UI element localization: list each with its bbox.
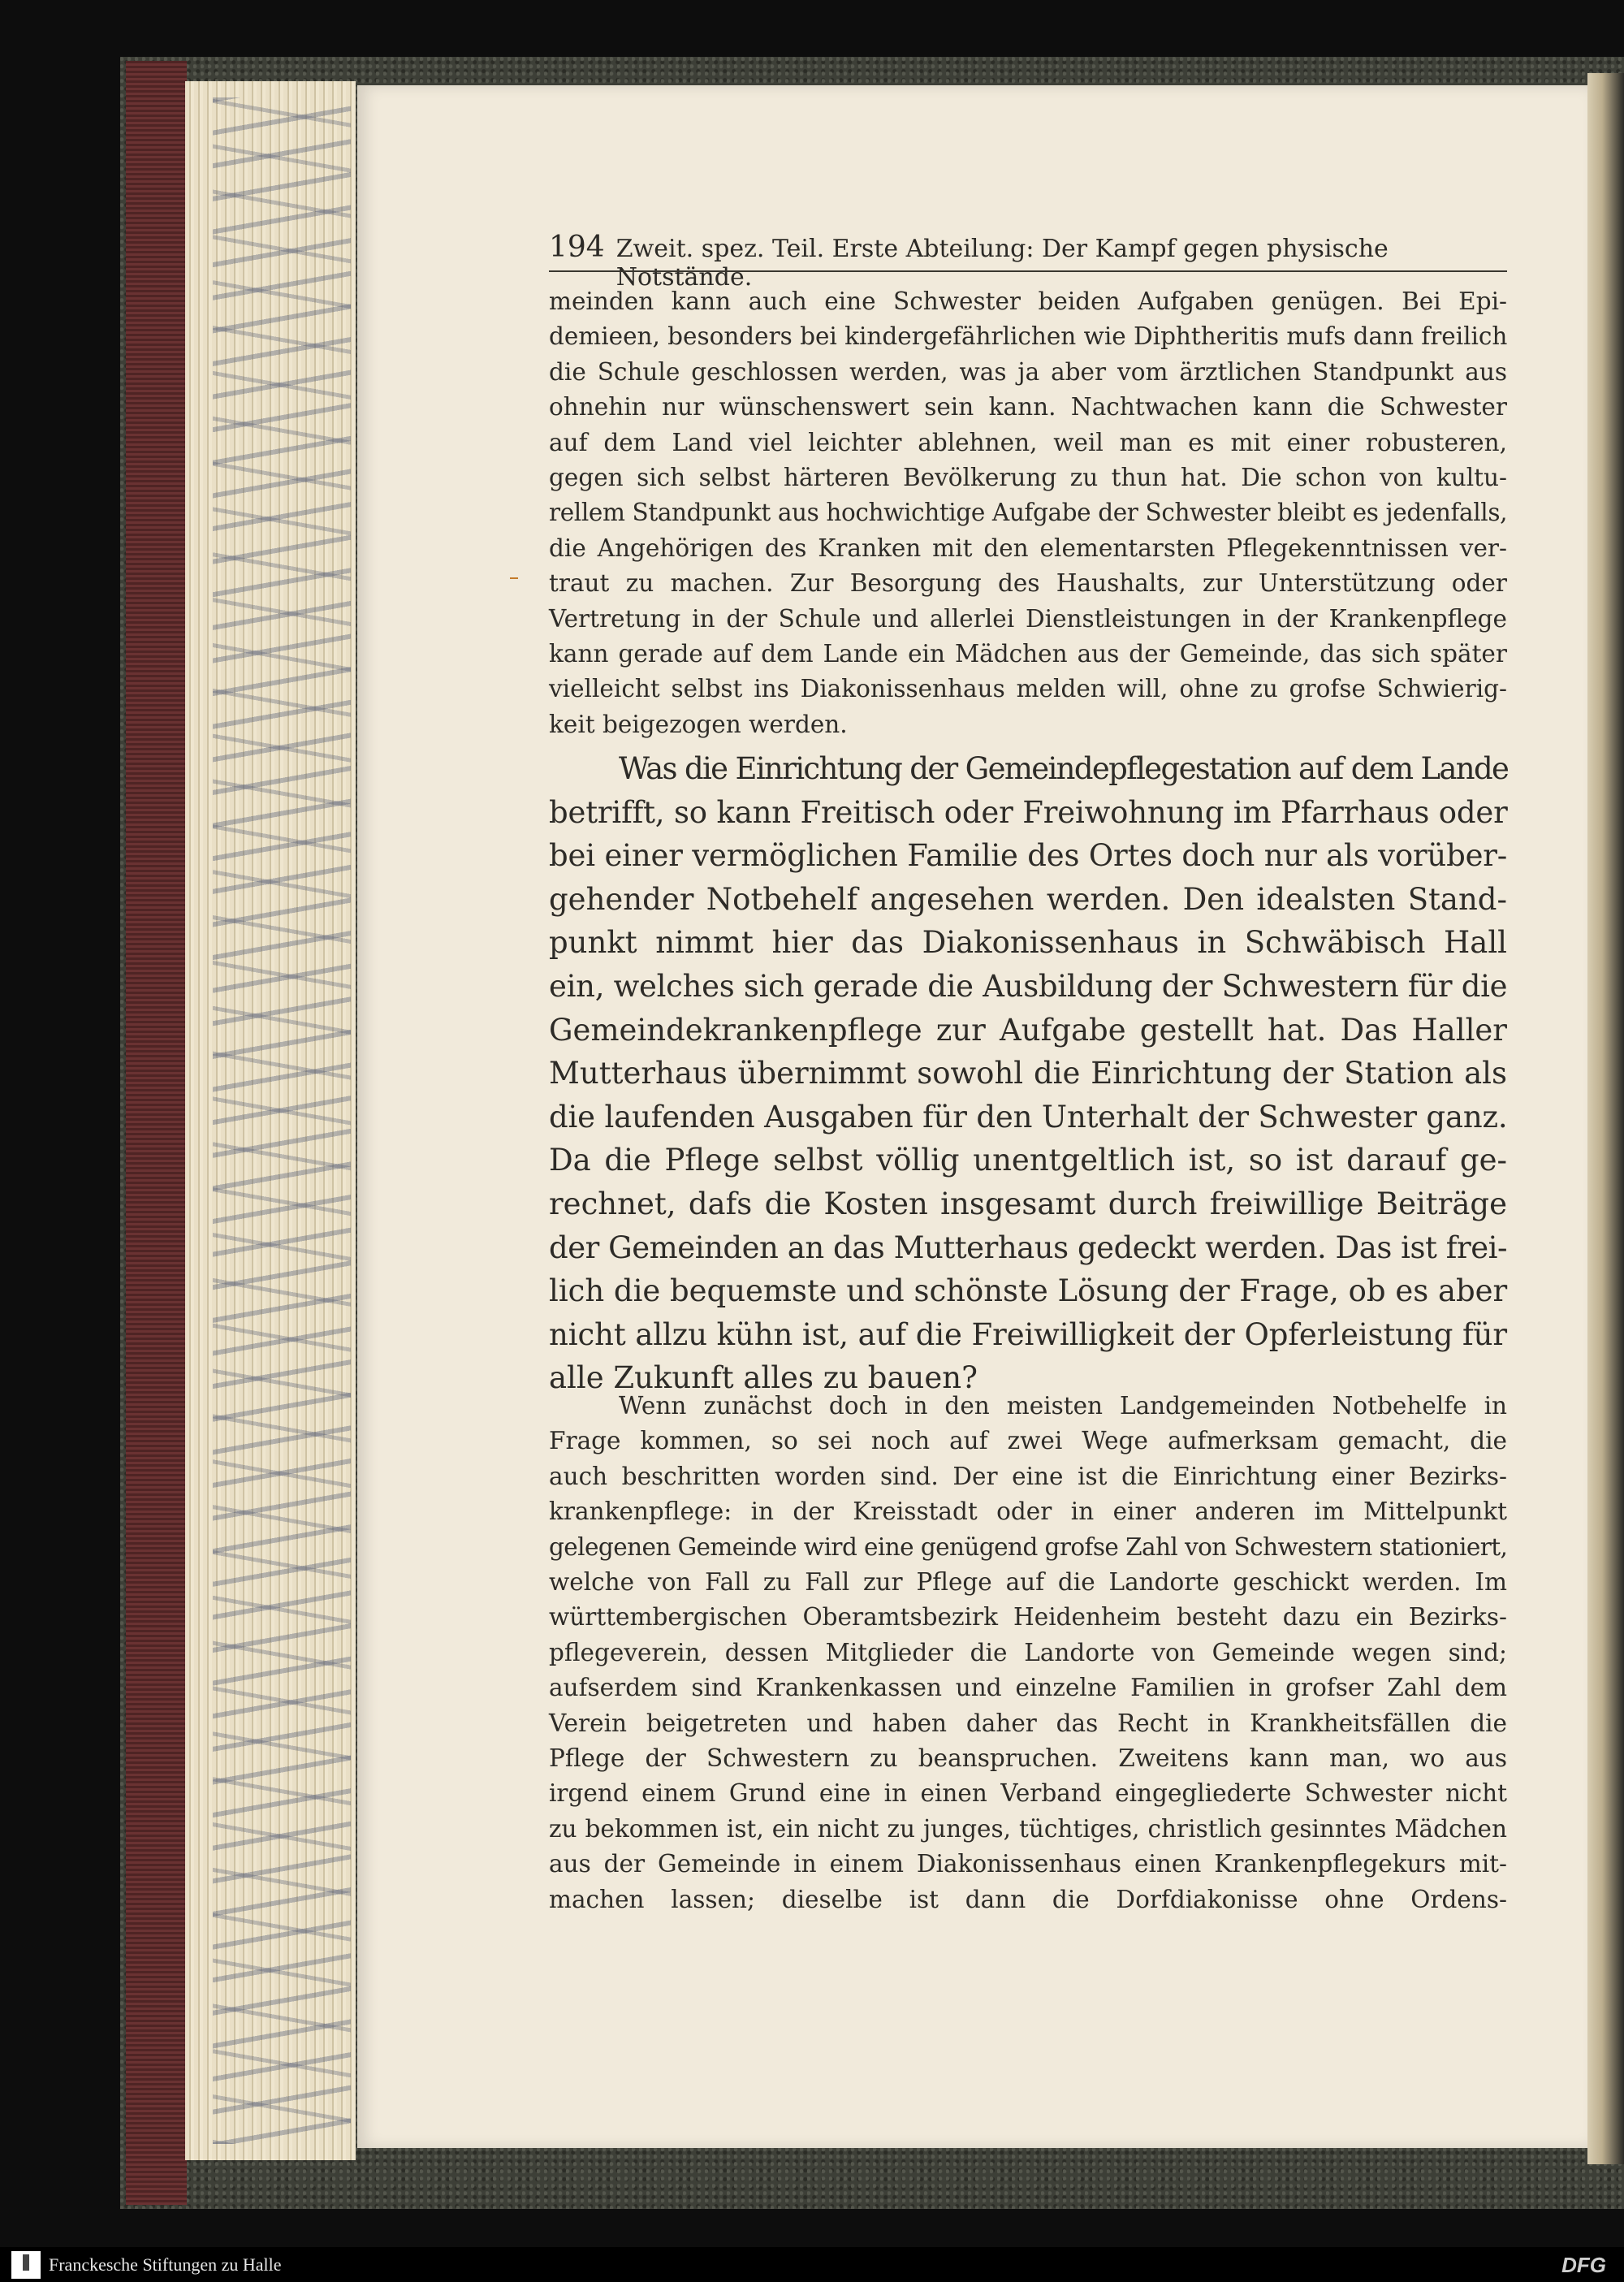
text-line: Vertretung in der Schule und allerlei Dienstleistungen in der Krankenpflege (549, 604, 1507, 633)
page-edge-marbling (213, 97, 351, 2144)
text-line: bei einer vermöglichen Familie des Ortes doch nur als vorüber- (549, 838, 1508, 874)
text-line: krankenpflege: in der Kreisstadt oder in einer anderen im Mittelpunkt (549, 1498, 1507, 1526)
text-line: machen lassen; dieselbe ist dann die Dorfdiakonisse ohne Ordens- (549, 1885, 1507, 1913)
running-title: Zweit. spez. Teil. Erste Abteilung: Der Kampf gegen physische Notstände. (615, 235, 1389, 292)
text-line: gelegenen Gemeinde wird eine genügend grofse Zahl von Schwestern stationiert, (549, 1532, 1508, 1561)
dfg-logo: DFG (1561, 2253, 1606, 2277)
text-line: ein, welches sich gerade die Ausbildung der Schwestern für die (549, 968, 1508, 1004)
text-line: betrifft, so kann Freitisch oder Freiwohnung im Pfarrhaus oder (549, 794, 1508, 830)
text-line: meinden kann auch eine Schwester beiden Aufgaben genügen. Bei Epi- (549, 287, 1507, 315)
text-line: zu bekommen ist, ein nicht zu junges, tüchtiges, christlich gesinntes Mädchen (549, 1814, 1507, 1843)
text-line: traut zu machen. Zur Besorgung des Haushalts, zur Unterstützung oder (549, 569, 1507, 598)
text-line: keit beigezogen werden. (549, 710, 848, 738)
text-line: irgend einem Grund eine in einen Verband eingegliederte Schwester nicht (549, 1779, 1507, 1808)
text-line: welche von Fall zu Fall zur Pflege auf die Landorte geschickt werden. Im (549, 1568, 1507, 1597)
text-line: gehender Notbehelf angesehen werden. Den idealsten Stand- (549, 881, 1507, 917)
institution-logo-icon[interactable] (11, 2251, 41, 2279)
text-line: Gemeindekrankenpflege zur Aufgabe gestellt hat. Das Haller (549, 1012, 1507, 1048)
paragraph-2 (549, 747, 1507, 1400)
text-line: Verein beigetreten und haben daher das Recht in Krankheitsfällen die (549, 1709, 1507, 1737)
text-line: württembergischen Oberamtsbezirk Heidenheim besteht dazu ein Bezirks- (549, 1603, 1507, 1632)
text-line: auf dem Land viel leichter ablehnen, weil man es mit einer robusteren, (549, 428, 1507, 456)
text-line: aufserdem sind Krankenkassen und einzelne Familien in grofser Zahl dem (549, 1674, 1507, 1702)
text-line: Da die Pflege selbst völlig unentgeltlich ist, so ist darauf ge- (549, 1143, 1507, 1178)
text-line: der Gemeinden an das Mutterhaus gedeckt werden. Das ist frei- (549, 1230, 1507, 1265)
text-line: Pflege der Schwestern zu beanspruchen. Zweitens kann man, wo aus (549, 1744, 1507, 1773)
text-line: die Angehörigen des Kranken mit den elementarsten Pflegekenntnissen ver- (549, 534, 1507, 562)
page-number: 194 (549, 231, 605, 264)
running-header (549, 231, 1507, 292)
text-line: ohnehin nur wünschenswert sein kann. Nachtwachen kann die Schwester (549, 393, 1507, 421)
text-line: die laufenden Ausgaben für den Unterhalt der Schwester ganz. (549, 1099, 1508, 1135)
text-line: aus der Gemeinde in einem Diakonissenhaus einen Krankenpflegekurs mit- (549, 1850, 1507, 1878)
text-line: lich die bequemste und schönste Lösung der Frage, ob es aber (549, 1273, 1508, 1309)
text-line: pflegeverein, dessen Mitglieder die Landorte von Gemeinde wegen sind; (549, 1638, 1507, 1666)
page-right-edge (1587, 73, 1624, 2164)
text-line: gegen sich selbst härteren Bevölkerung zu thun hat. Die schon von kultu- (549, 464, 1507, 492)
paragraph-3 (549, 1389, 1507, 1917)
text-line: rechnet, dafs die Kosten insgesamt durch freiwillige Beiträge (549, 1186, 1507, 1221)
text-line: punkt nimmt hier das Diakonissenhaus in Schwäbisch Hall (549, 925, 1507, 961)
text-line: vielleicht selbst ins Diakonissenhaus melden will, ohne zu grofse Schwierig- (549, 675, 1507, 703)
text-line: kann gerade auf dem Lande ein Mädchen aus der Gemeinde, das sich später (549, 640, 1507, 668)
text-line: Mutterhaus übernimmt sowohl die Einrichtung der Station als (549, 1056, 1507, 1091)
book-spine-edge (126, 61, 187, 2205)
text-line: die Schule geschlossen werden, was ja aber vom ärztlichen Standpunkt aus (549, 357, 1507, 386)
text-line: demieen, besonders bei kindergefährlichen wie Diphtheritis mufs dann freilich (549, 322, 1508, 351)
text-line: Wenn zunächst doch in den meisten Landgemeinden Notbehelfe in (619, 1392, 1507, 1420)
header-rule (549, 270, 1507, 272)
institution-link[interactable]: Franckesche Stiftungen zu Halle (49, 2254, 282, 2275)
text-line: rellem Standpunkt aus hochwichtige Aufgabe der Schwester bleibt es jedenfalls, (549, 499, 1508, 527)
margin-mark (510, 577, 518, 579)
text-line: Was die Einrichtung der Gemeindepflegestation auf dem Lande (619, 751, 1509, 786)
text-line: auch beschritten worden sind. Der eine ist die Einrichtung einer Bezirks- (549, 1462, 1507, 1490)
text-line: nicht allzu kühn ist, auf die Freiwilligkeit der Opferleistung für (549, 1316, 1507, 1352)
paragraph-1 (549, 284, 1507, 742)
text-line: alle Zukunft alles zu bauen? (549, 1360, 978, 1396)
text-line: Frage kommen, so sei noch auf zwei Wege aufmerksam gemacht, die (549, 1427, 1507, 1455)
